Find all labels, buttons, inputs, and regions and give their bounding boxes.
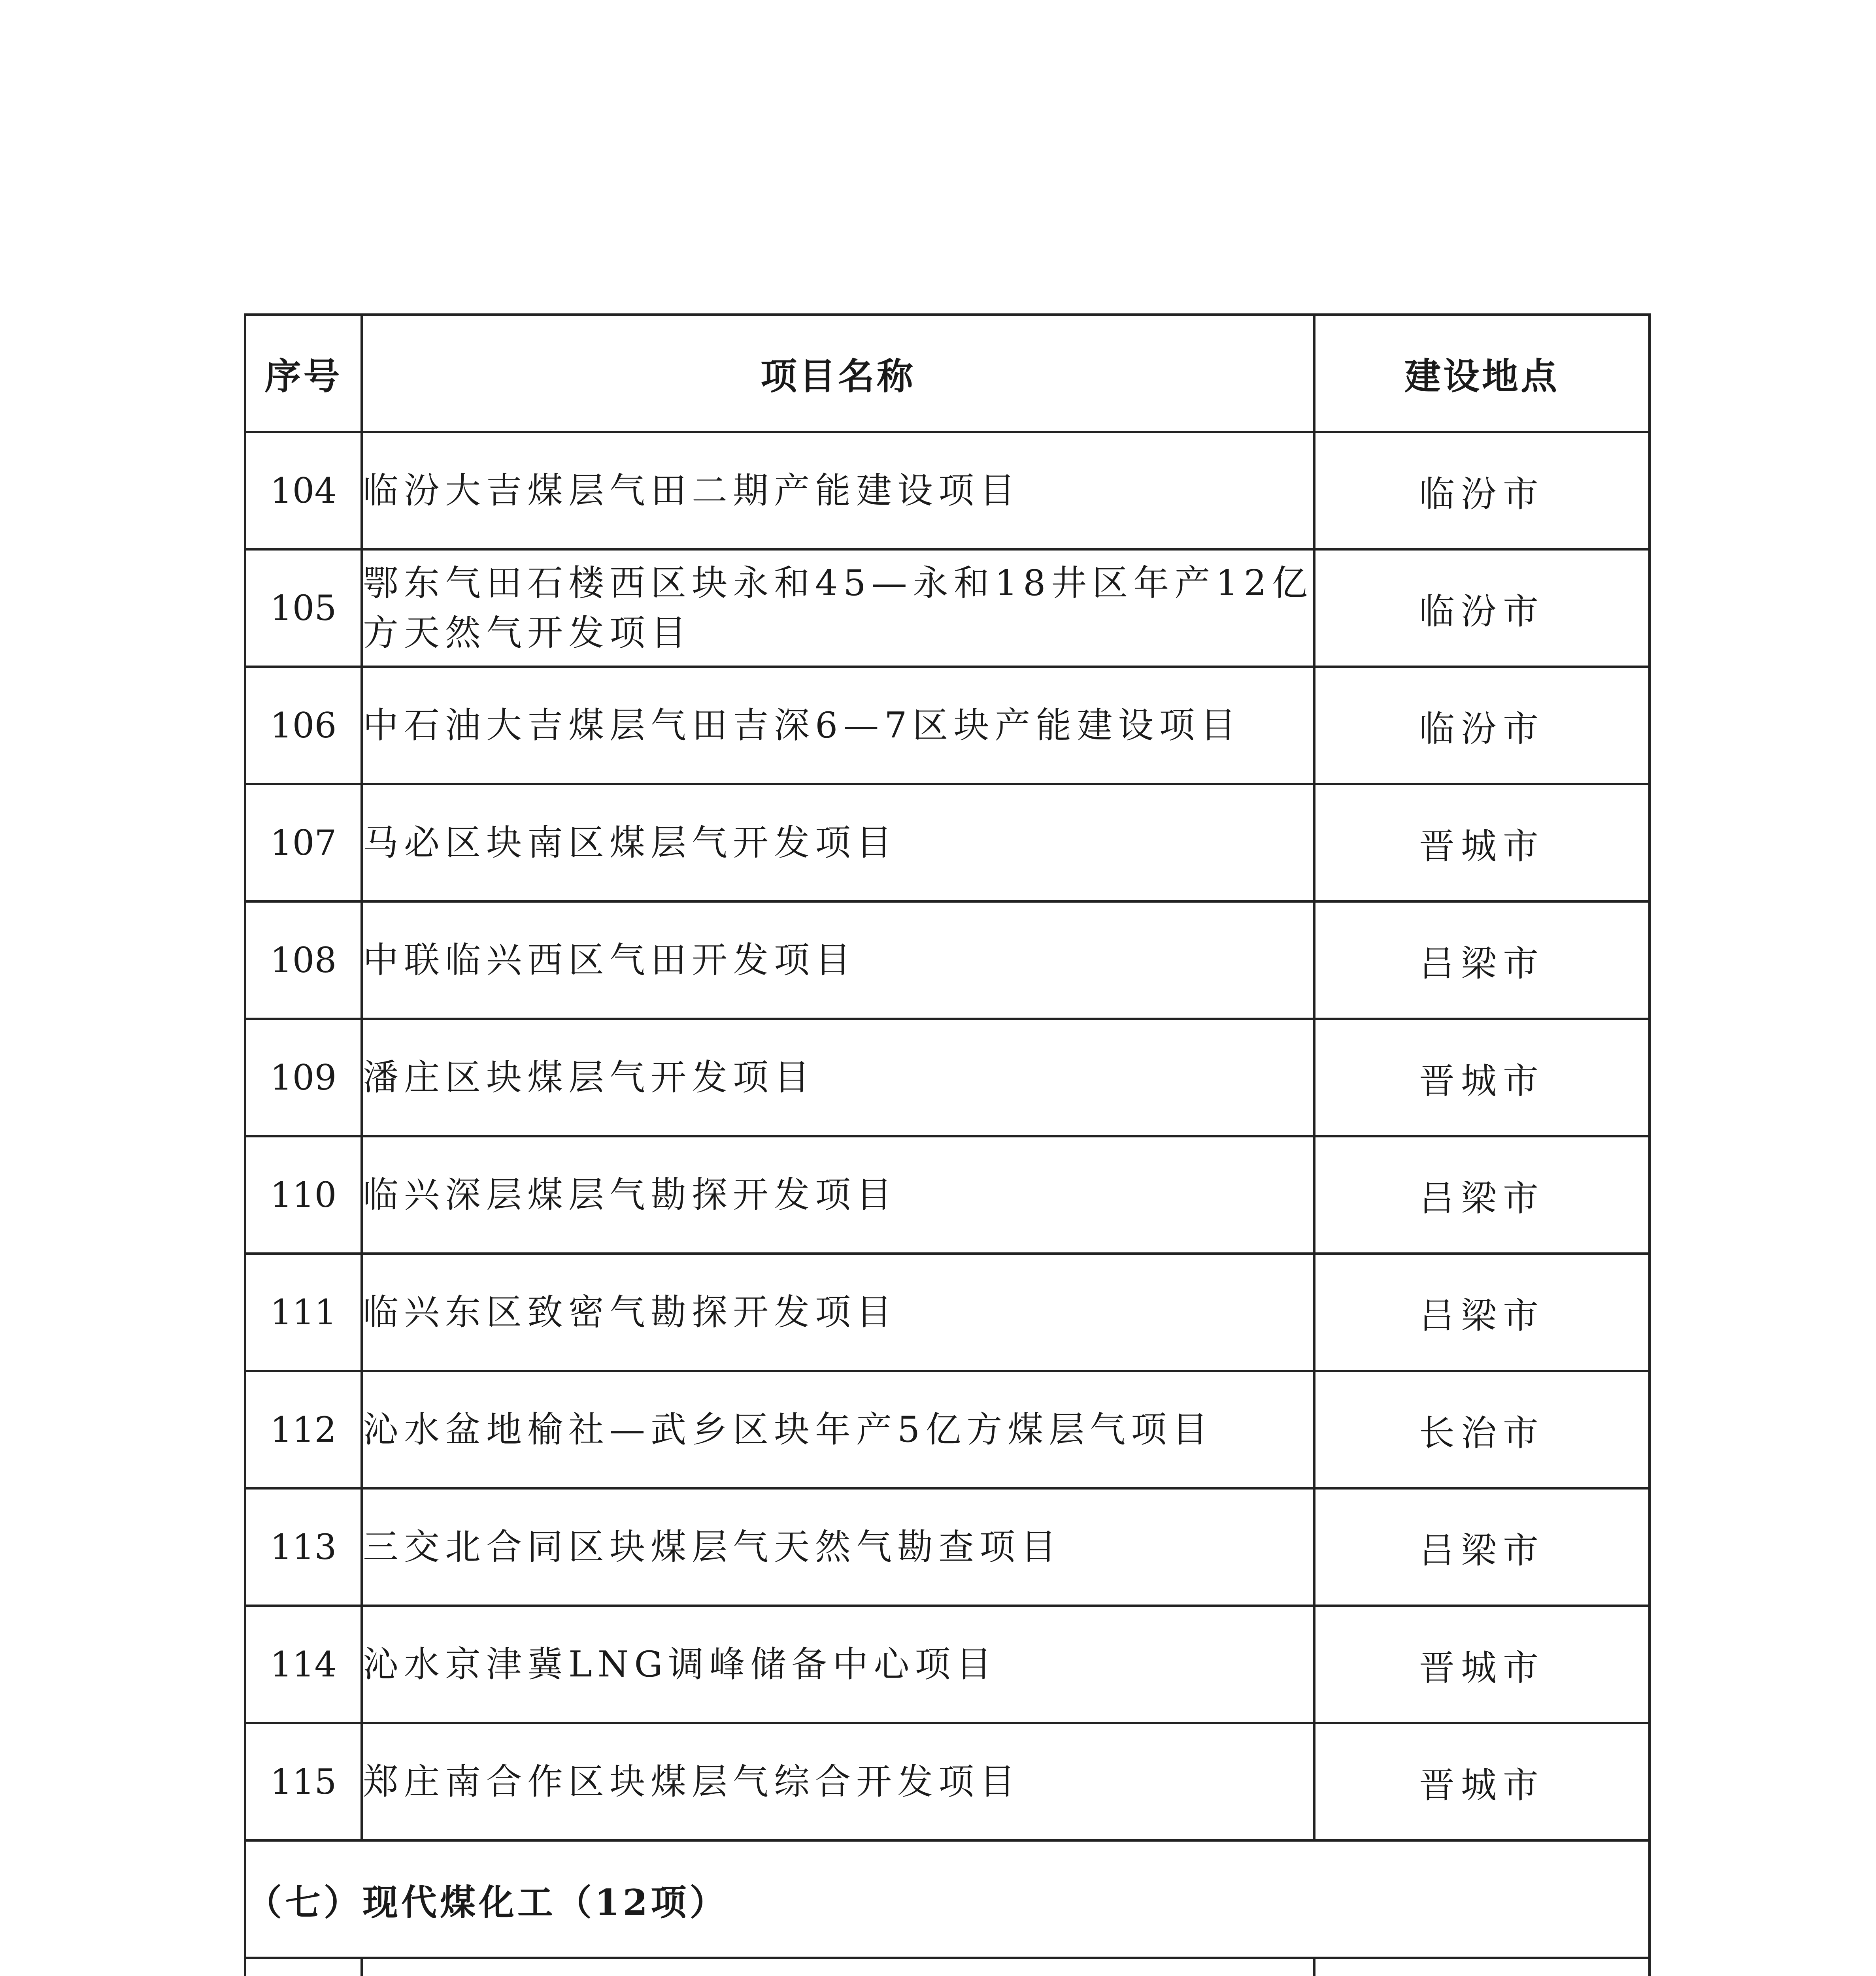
row-name: 中石油大吉煤层气田吉深6—7区块产能建设项目 — [362, 667, 1314, 784]
row-location: 吕梁市 — [1314, 901, 1650, 1019]
row-name: 潘庄区块煤层气开发项目 — [362, 1019, 1314, 1136]
row-no: 108 — [245, 901, 362, 1019]
row-no: 112 — [245, 1371, 362, 1488]
table-row — [245, 784, 1650, 901]
row-no: 105 — [245, 549, 362, 667]
row-name: 沁水京津冀LNG调峰储备中心项目 — [362, 1606, 1314, 1723]
row-no: 104 — [245, 432, 362, 549]
header-location: 建设地点 — [1314, 315, 1650, 432]
table-row — [245, 1958, 1650, 1976]
row-no: 115 — [245, 1723, 362, 1840]
table-row — [245, 901, 1650, 1019]
row-no: 111 — [245, 1254, 362, 1371]
section-title: （七）现代煤化工（12项） — [245, 1840, 1650, 1958]
row-location: 临汾市 — [1314, 667, 1650, 784]
row-no — [245, 1958, 362, 1976]
row-no: 110 — [245, 1136, 362, 1254]
table-row — [245, 1019, 1650, 1136]
table-row — [245, 1254, 1650, 1371]
table-row — [245, 1136, 1650, 1254]
row-location: 吕梁市 — [1314, 1254, 1650, 1371]
row-no: 107 — [245, 784, 362, 901]
row-location: 晋城市 — [1314, 784, 1650, 901]
header-row — [245, 315, 1650, 432]
row-name: 中联临兴西区气田开发项目 — [362, 901, 1314, 1019]
section-row — [245, 1840, 1650, 1958]
row-location — [1314, 1958, 1650, 1976]
row-name: 三交北合同区块煤层气天然气勘查项目 — [362, 1488, 1314, 1606]
row-location: 吕梁市 — [1314, 1136, 1650, 1254]
row-location: 临汾市 — [1314, 549, 1650, 667]
row-location: 晋城市 — [1314, 1723, 1650, 1840]
header-name: 项目名称 — [362, 315, 1314, 432]
row-name: 临兴深层煤层气勘探开发项目 — [362, 1136, 1314, 1254]
table-row — [245, 432, 1650, 549]
row-no: 106 — [245, 667, 362, 784]
table-body — [245, 432, 1650, 1976]
row-no: 114 — [245, 1606, 362, 1723]
row-location: 临汾市 — [1314, 432, 1650, 549]
table-row — [245, 1606, 1650, 1723]
row-name: 郑庄南合作区块煤层气综合开发项目 — [362, 1723, 1314, 1840]
table-row — [245, 549, 1650, 667]
table-row — [245, 1488, 1650, 1606]
row-no: 109 — [245, 1019, 362, 1136]
project-table — [244, 313, 1651, 1976]
header-no: 序号 — [245, 315, 362, 432]
table-row — [245, 667, 1650, 784]
row-name: 鄂东气田石楼西区块永和45—永和18井区年产12亿方天然气开发项目 — [362, 549, 1314, 667]
row-location: 晋城市 — [1314, 1606, 1650, 1723]
table-row — [245, 1723, 1650, 1840]
table-row — [245, 1371, 1650, 1488]
row-no: 113 — [245, 1488, 362, 1606]
row-name — [362, 1958, 1314, 1976]
row-name: 临兴东区致密气勘探开发项目 — [362, 1254, 1314, 1371]
row-name: 沁水盆地榆社—武乡区块年产5亿方煤层气项目 — [362, 1371, 1314, 1488]
row-location: 吕梁市 — [1314, 1488, 1650, 1606]
row-location: 长治市 — [1314, 1371, 1650, 1488]
row-location: 晋城市 — [1314, 1019, 1650, 1136]
row-name: 马必区块南区煤层气开发项目 — [362, 784, 1314, 901]
row-name: 临汾大吉煤层气田二期产能建设项目 — [362, 432, 1314, 549]
